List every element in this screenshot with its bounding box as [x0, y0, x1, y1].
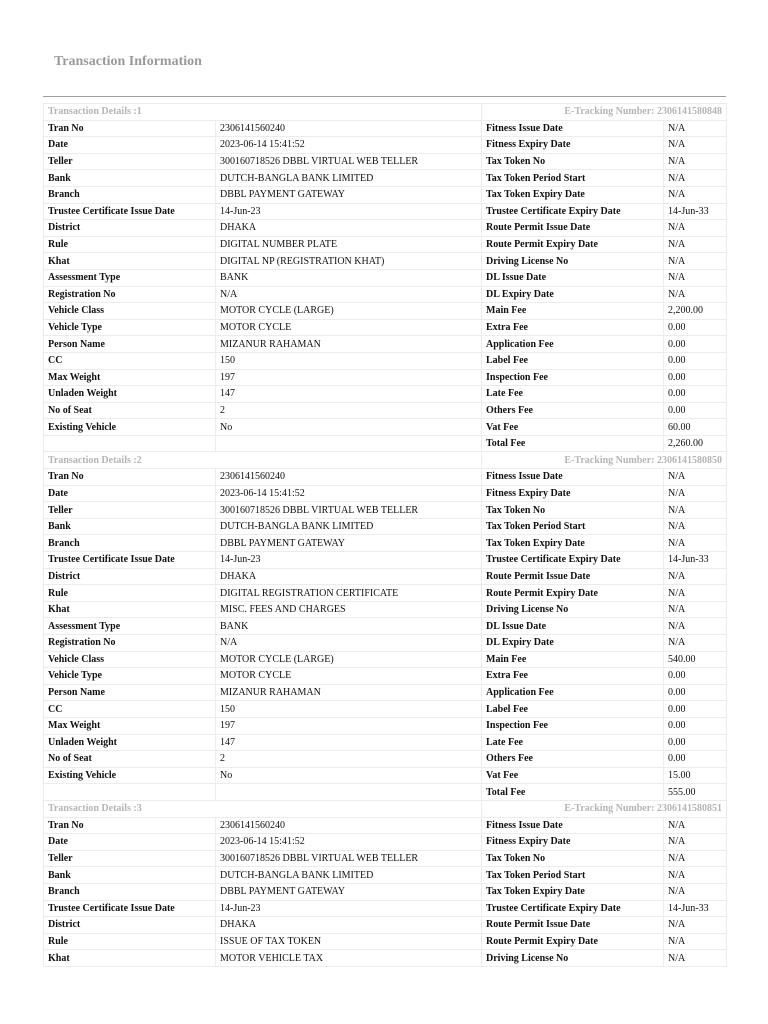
table-row — [44, 170, 727, 187]
field-value: 60.00 — [664, 419, 727, 436]
field-value: 197 — [216, 369, 482, 386]
table-row — [44, 552, 727, 569]
field-value: N/A — [664, 933, 727, 950]
field-value: 0.00 — [664, 386, 727, 403]
field-value: N/A — [664, 601, 727, 618]
field-label: CC — [44, 352, 216, 369]
field-value: 300160718526 DBBL VIRTUAL WEB TELLER — [216, 502, 482, 519]
table-row — [44, 303, 727, 320]
field-value: DUTCH-BANGLA BANK LIMITED — [216, 867, 482, 884]
table-row — [44, 369, 727, 386]
field-label: Late Fee — [482, 386, 664, 403]
field-label: Total Fee — [482, 784, 664, 801]
table-row — [44, 817, 727, 834]
field-value: 14-Jun-23 — [216, 203, 482, 220]
field-value: N/A — [664, 236, 727, 253]
field-label: Vehicle Class — [44, 303, 216, 320]
field-label: Route Permit Issue Date — [482, 220, 664, 237]
field-value: 0.00 — [664, 319, 727, 336]
field-label: DL Expiry Date — [482, 286, 664, 303]
field-value: 300160718526 DBBL VIRTUAL WEB TELLER — [216, 850, 482, 867]
field-label: Vehicle Type — [44, 668, 216, 685]
table-row — [44, 485, 727, 502]
field-value: N/A — [664, 286, 727, 303]
field-label: Assessment Type — [44, 618, 216, 635]
field-label: Extra Fee — [482, 668, 664, 685]
field-value: 0.00 — [664, 668, 727, 685]
field-label: Fitness Expiry Date — [482, 834, 664, 851]
field-label: DL Issue Date — [482, 269, 664, 286]
field-value: 14-Jun-33 — [664, 203, 727, 220]
field-value: 2023-06-14 15:41:52 — [216, 485, 482, 502]
table-row — [44, 601, 727, 618]
field-label: Main Fee — [482, 651, 664, 668]
field-label: Vat Fee — [482, 767, 664, 784]
field-label: Max Weight — [44, 717, 216, 734]
table-row — [44, 701, 727, 718]
field-value — [216, 784, 482, 801]
field-label: DL Expiry Date — [482, 635, 664, 652]
transactions-body — [44, 104, 727, 967]
field-label: Others Fee — [482, 751, 664, 768]
field-label — [44, 784, 216, 801]
field-value: N/A — [664, 502, 727, 519]
field-label: Khat — [44, 601, 216, 618]
field-label: Label Fee — [482, 352, 664, 369]
e-tracking-number: E-Tracking Number: 2306141580848 — [482, 104, 727, 121]
field-value: 540.00 — [664, 651, 727, 668]
field-value: N/A — [664, 220, 727, 237]
field-label: Tran No — [44, 469, 216, 486]
field-value: MOTOR CYCLE — [216, 319, 482, 336]
field-value: N/A — [664, 850, 727, 867]
field-value: N/A — [216, 286, 482, 303]
field-label: Branch — [44, 535, 216, 552]
field-value: MIZANUR RAHAMAN — [216, 336, 482, 353]
field-value: No — [216, 419, 482, 436]
field-label: District — [44, 917, 216, 934]
field-value: 14-Jun-33 — [664, 900, 727, 917]
field-value: 0.00 — [664, 684, 727, 701]
field-value: 15.00 — [664, 767, 727, 784]
field-value: 14-Jun-23 — [216, 900, 482, 917]
field-label: Application Fee — [482, 684, 664, 701]
table-row — [44, 883, 727, 900]
field-label: Fitness Issue Date — [482, 469, 664, 486]
table-row — [44, 336, 727, 353]
field-label: Teller — [44, 153, 216, 170]
table-row — [44, 203, 727, 220]
table-row — [44, 319, 727, 336]
field-value: DBBL PAYMENT GATEWAY — [216, 535, 482, 552]
field-label: Tran No — [44, 120, 216, 137]
field-value: 2 — [216, 402, 482, 419]
field-value: 2023-06-14 15:41:52 — [216, 137, 482, 154]
table-row — [44, 419, 727, 436]
field-label: Driving License No — [482, 950, 664, 967]
field-value: MOTOR CYCLE — [216, 668, 482, 685]
field-label: Vat Fee — [482, 419, 664, 436]
field-value: N/A — [664, 120, 727, 137]
field-value: 2306141560240 — [216, 817, 482, 834]
field-label: Bank — [44, 170, 216, 187]
field-value: 150 — [216, 701, 482, 718]
field-value: N/A — [664, 269, 727, 286]
field-value: 2306141560240 — [216, 469, 482, 486]
field-value: 14-Jun-33 — [664, 552, 727, 569]
table-row — [44, 668, 727, 685]
e-tracking-number: E-Tracking Number: 2306141580850 — [482, 452, 727, 469]
field-value: 147 — [216, 734, 482, 751]
field-label: Existing Vehicle — [44, 767, 216, 784]
field-value: 0.00 — [664, 402, 727, 419]
field-value: 2 — [216, 751, 482, 768]
field-value: 2023-06-14 15:41:52 — [216, 834, 482, 851]
field-label: Route Permit Expiry Date — [482, 933, 664, 950]
field-label: Unladen Weight — [44, 386, 216, 403]
field-label: Fitness Expiry Date — [482, 137, 664, 154]
transaction-section-header — [44, 800, 727, 817]
field-value: 2,260.00 — [664, 435, 727, 452]
field-value: N/A — [664, 170, 727, 187]
field-label: DL Issue Date — [482, 618, 664, 635]
field-value: N/A — [664, 485, 727, 502]
field-value: DHAKA — [216, 220, 482, 237]
field-label: Route Permit Issue Date — [482, 917, 664, 934]
table-row — [44, 950, 727, 967]
field-label: Teller — [44, 502, 216, 519]
table-row — [44, 120, 727, 137]
table-row — [44, 568, 727, 585]
field-label: Bank — [44, 518, 216, 535]
field-value: 0.00 — [664, 751, 727, 768]
field-label: Inspection Fee — [482, 369, 664, 386]
field-value: N/A — [664, 585, 727, 602]
field-label: Branch — [44, 186, 216, 203]
table-row — [44, 684, 727, 701]
field-value: N/A — [664, 568, 727, 585]
field-label: Date — [44, 137, 216, 154]
field-value: 0.00 — [664, 369, 727, 386]
transaction-details-heading: Transaction Details :2 — [44, 452, 482, 469]
field-value: DHAKA — [216, 917, 482, 934]
field-label: District — [44, 568, 216, 585]
table-row — [44, 535, 727, 552]
field-value — [216, 435, 482, 452]
field-value: No — [216, 767, 482, 784]
field-label: Trustee Certificate Issue Date — [44, 203, 216, 220]
field-value: DBBL PAYMENT GATEWAY — [216, 883, 482, 900]
field-value: DIGITAL NUMBER PLATE — [216, 236, 482, 253]
field-value: MOTOR CYCLE (LARGE) — [216, 303, 482, 320]
field-label: Others Fee — [482, 402, 664, 419]
field-label: Vehicle Class — [44, 651, 216, 668]
field-label: Fitness Issue Date — [482, 817, 664, 834]
field-label: Main Fee — [482, 303, 664, 320]
table-row — [44, 834, 727, 851]
field-value: 0.00 — [664, 701, 727, 718]
transaction-section-header — [44, 452, 727, 469]
table-row — [44, 784, 727, 801]
field-label: Tax Token Period Start — [482, 518, 664, 535]
field-label: Tax Token No — [482, 850, 664, 867]
field-value: N/A — [664, 950, 727, 967]
field-value: 0.00 — [664, 336, 727, 353]
table-row — [44, 917, 727, 934]
title-divider — [43, 96, 726, 97]
field-label: Application Fee — [482, 336, 664, 353]
table-row — [44, 186, 727, 203]
table-row — [44, 751, 727, 768]
field-value: N/A — [664, 867, 727, 884]
table-row — [44, 867, 727, 884]
field-label: Rule — [44, 585, 216, 602]
field-label: Vehicle Type — [44, 319, 216, 336]
table-row — [44, 402, 727, 419]
field-label: Trustee Certificate Expiry Date — [482, 552, 664, 569]
field-value: N/A — [664, 635, 727, 652]
field-value: MOTOR VEHICLE TAX — [216, 950, 482, 967]
field-label: Trustee Certificate Issue Date — [44, 552, 216, 569]
field-label: Assessment Type — [44, 269, 216, 286]
e-tracking-number: E-Tracking Number: 2306141580851 — [482, 800, 727, 817]
field-value: DHAKA — [216, 568, 482, 585]
field-label: Date — [44, 485, 216, 502]
field-label: Trustee Certificate Expiry Date — [482, 203, 664, 220]
field-label: Khat — [44, 253, 216, 270]
table-row — [44, 717, 727, 734]
field-label: Route Permit Issue Date — [482, 568, 664, 585]
field-value: N/A — [664, 817, 727, 834]
field-value: 0.00 — [664, 717, 727, 734]
transactions-container — [43, 103, 726, 967]
field-label: Unladen Weight — [44, 734, 216, 751]
field-label: No of Seat — [44, 402, 216, 419]
field-value: N/A — [664, 469, 727, 486]
field-label: Extra Fee — [482, 319, 664, 336]
transaction-section-header — [44, 104, 727, 121]
field-value: N/A — [664, 518, 727, 535]
field-value: 197 — [216, 717, 482, 734]
field-label: Trustee Certificate Expiry Date — [482, 900, 664, 917]
field-label: Route Permit Expiry Date — [482, 236, 664, 253]
table-row — [44, 153, 727, 170]
field-label: Registration No — [44, 635, 216, 652]
field-value: 300160718526 DBBL VIRTUAL WEB TELLER — [216, 153, 482, 170]
field-label: Total Fee — [482, 435, 664, 452]
field-label: Rule — [44, 236, 216, 253]
field-value: N/A — [664, 137, 727, 154]
field-value: N/A — [664, 535, 727, 552]
field-label: Max Weight — [44, 369, 216, 386]
field-value: N/A — [664, 834, 727, 851]
field-label: Tax Token Expiry Date — [482, 186, 664, 203]
field-value: MOTOR CYCLE (LARGE) — [216, 651, 482, 668]
field-value: N/A — [664, 917, 727, 934]
field-value: DBBL PAYMENT GATEWAY — [216, 186, 482, 203]
table-row — [44, 518, 727, 535]
field-label: Khat — [44, 950, 216, 967]
field-value: BANK — [216, 618, 482, 635]
field-label: Route Permit Expiry Date — [482, 585, 664, 602]
page-title: Transaction Information — [54, 54, 202, 69]
field-value: N/A — [216, 635, 482, 652]
field-label: Tax Token No — [482, 502, 664, 519]
field-label: Trustee Certificate Issue Date — [44, 900, 216, 917]
field-label: Label Fee — [482, 701, 664, 718]
field-label: Person Name — [44, 684, 216, 701]
field-value: N/A — [664, 883, 727, 900]
field-label: Tax Token No — [482, 153, 664, 170]
field-label: No of Seat — [44, 751, 216, 768]
table-row — [44, 933, 727, 950]
field-label: Tax Token Expiry Date — [482, 535, 664, 552]
table-row — [44, 137, 727, 154]
field-value: N/A — [664, 186, 727, 203]
table-row — [44, 220, 727, 237]
field-label: Tax Token Period Start — [482, 170, 664, 187]
field-value: 147 — [216, 386, 482, 403]
table-row — [44, 651, 727, 668]
field-label — [44, 435, 216, 452]
table-row — [44, 269, 727, 286]
table-row — [44, 767, 727, 784]
field-value: 0.00 — [664, 352, 727, 369]
field-value: 2306141560240 — [216, 120, 482, 137]
field-label: Registration No — [44, 286, 216, 303]
field-value: 150 — [216, 352, 482, 369]
table-row — [44, 253, 727, 270]
field-value: MIZANUR RAHAMAN — [216, 684, 482, 701]
field-label: Bank — [44, 867, 216, 884]
table-row — [44, 386, 727, 403]
transactions-table — [43, 103, 727, 967]
field-value: 0.00 — [664, 734, 727, 751]
field-value: ISSUE OF TAX TOKEN — [216, 933, 482, 950]
field-value: DUTCH-BANGLA BANK LIMITED — [216, 170, 482, 187]
field-value: N/A — [664, 253, 727, 270]
transaction-details-heading: Transaction Details :1 — [44, 104, 482, 121]
table-row — [44, 734, 727, 751]
field-label: Tax Token Period Start — [482, 867, 664, 884]
field-value: BANK — [216, 269, 482, 286]
field-label: Tax Token Expiry Date — [482, 883, 664, 900]
field-value: MISC. FEES AND CHARGES — [216, 601, 482, 618]
field-label: Tran No — [44, 817, 216, 834]
field-label: Date — [44, 834, 216, 851]
field-label: Fitness Expiry Date — [482, 485, 664, 502]
field-value: 14-Jun-23 — [216, 552, 482, 569]
table-row — [44, 502, 727, 519]
field-label: Inspection Fee — [482, 717, 664, 734]
field-label: Existing Vehicle — [44, 419, 216, 436]
table-row — [44, 900, 727, 917]
field-label: Person Name — [44, 336, 216, 353]
field-value: N/A — [664, 618, 727, 635]
field-value: N/A — [664, 153, 727, 170]
field-label: CC — [44, 701, 216, 718]
field-label: Fitness Issue Date — [482, 120, 664, 137]
field-value: 555.00 — [664, 784, 727, 801]
table-row — [44, 585, 727, 602]
table-row — [44, 435, 727, 452]
field-label: District — [44, 220, 216, 237]
table-row — [44, 618, 727, 635]
field-label: Driving License No — [482, 601, 664, 618]
field-value: 2,200.00 — [664, 303, 727, 320]
transaction-details-heading: Transaction Details :3 — [44, 800, 482, 817]
field-label: Teller — [44, 850, 216, 867]
table-row — [44, 635, 727, 652]
table-row — [44, 850, 727, 867]
field-value: DUTCH-BANGLA BANK LIMITED — [216, 518, 482, 535]
table-row — [44, 286, 727, 303]
field-label: Driving License No — [482, 253, 664, 270]
field-label: Late Fee — [482, 734, 664, 751]
table-row — [44, 352, 727, 369]
table-row — [44, 236, 727, 253]
table-row — [44, 469, 727, 486]
field-value: DIGITAL NP (REGISTRATION KHAT) — [216, 253, 482, 270]
field-label: Branch — [44, 883, 216, 900]
field-value: DIGITAL REGISTRATION CERTIFICATE — [216, 585, 482, 602]
field-label: Rule — [44, 933, 216, 950]
